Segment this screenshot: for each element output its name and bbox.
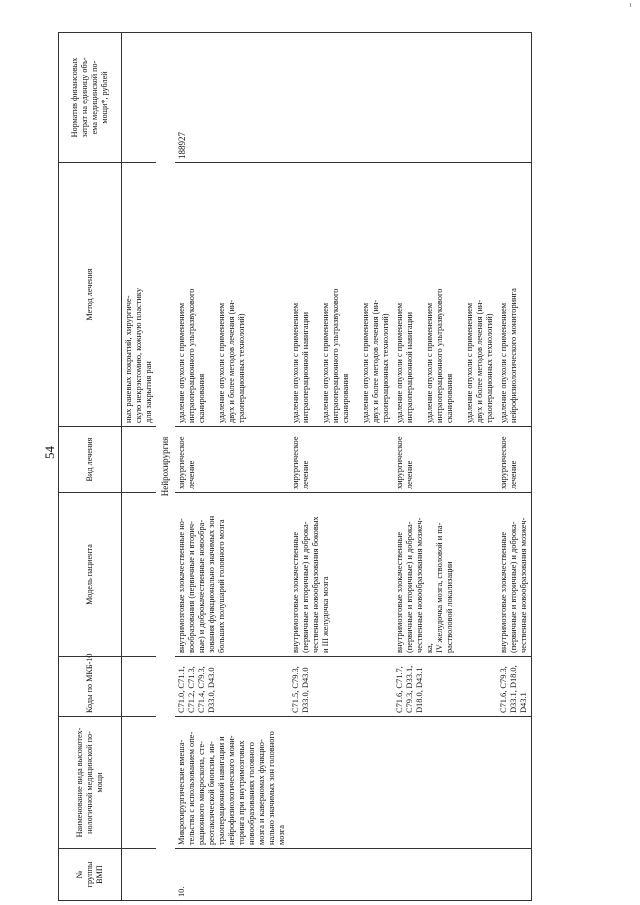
table-row — [497, 33, 532, 901]
method-item: удаление опухоли с применением интраоперационного ультразвукового сканирования — [321, 288, 350, 423]
method-item: удаление опухоли с применением интраоперационной навигации — [395, 302, 414, 423]
patient-model: внутримозговые злокачественные (первичные и вторичные) и доброка- чественные новообразования боковых и III желудочка мозга — [289, 493, 393, 657]
header-cost-norm: Норматив финансовых затрат на единицу объ- ема медицинской по- мощи*, рублей — [59, 33, 122, 163]
icd-codes: C71.0, C71.1, C71.2, C71.3, C71.4, C79.3, D33.0, D43.0 — [175, 657, 289, 717]
header-treatment-method: Метод лечения — [59, 163, 122, 427]
header-group-number: № группы ВМП — [59, 849, 122, 901]
treatment-type: хирургическое лечение — [289, 427, 393, 493]
scan-mark — [630, 3, 631, 7]
icd-codes: C71.5, C79.3, D33.0, D43.0 — [289, 657, 393, 717]
group-name: Микрохирургические вмеша- тельства с использованием опе- рационного микроскопа, сте- реотаксической биопсии, ин- траоперационной навигации и нейрофизиологического мони- торинга при внутримозговых новообразованиях головного мозга и каверномах функцио- нально значимых зон головного мозга — [175, 717, 289, 849]
method-item: удаление опухоли с применением двух и более методов лечения (ин- траоперационных технологий) — [361, 299, 390, 423]
table-row — [175, 33, 289, 901]
method-item: удаление опухоли с применением двух и более методов лечения (ин- траоперационных технологий) — [217, 299, 246, 423]
method-item: удаление опухоли с применением интраоперационного ультразвукового сканирования — [177, 288, 206, 423]
icd-codes: C71.6, C79.3, D33.1, D18.0, D43.1 — [497, 657, 532, 717]
method-item: удаление опухоли с применением интраоперационного ультразвукового сканирования — [425, 288, 454, 423]
page-number: 54 — [42, 446, 57, 459]
treatment-methods — [289, 163, 393, 427]
table-row — [393, 33, 497, 901]
method-item: удаление опухоли с применением нейрофизиологического мониторинга — [499, 288, 518, 423]
continuation-method: ных раневых покрытий, хирургиче- скую некрэктомию, кожную пластику для закрытия ран — [122, 163, 157, 427]
header-vmp-name: Наименование вида высокотех- нологичной медицинской по- мощи — [59, 717, 122, 849]
treatment-type: хирургическое лечение — [175, 427, 289, 493]
group-number: 10. — [175, 849, 289, 901]
vmp-table — [58, 32, 532, 901]
cost-norm: 188927 — [175, 33, 289, 163]
patient-model: внутримозговые злокачественные (первичные и вторичные) и доброка- чественные новообразования мозжеч- ка, IV желудочка мозга, стволовой и па- растволовой локализации — [393, 493, 497, 657]
treatment-methods — [393, 163, 497, 427]
table-row — [289, 33, 393, 901]
header-treatment-type: Вид лечения — [59, 427, 122, 493]
method-item: удаление опухоли с применением интраоперационной навигации — [291, 302, 310, 423]
section-title: Нейрохирургия — [156, 33, 175, 901]
patient-model: внутримозговые злокачественные (первичные и вторичные) и доброка- чественные новообразования мозжеч- — [497, 493, 532, 657]
treatment-type: хирургическое лечение — [497, 427, 532, 493]
icd-codes: C71.6, C71.7, C79.3, D33.1, D18.0, D43.1 — [393, 657, 497, 717]
table-header — [59, 33, 122, 901]
patient-model: внутримозговые злокачественные но- вообразования (первичные и вторич- ные) и доброкачественные новообра- зования функционально значимых зон больших полушарий головного мозга — [175, 493, 289, 657]
section-row — [156, 33, 175, 901]
treatment-methods — [175, 163, 289, 427]
method-item: удаление опухоли с применением двух и более методов лечения (ин- траоперационных технологий) — [465, 299, 494, 423]
table-row-continuation — [122, 33, 157, 901]
header-patient-model: Модель пациента — [59, 493, 122, 657]
header-icd-codes: Коды по МКБ-10 — [59, 657, 122, 717]
treatment-methods — [497, 163, 532, 427]
treatment-type: хирургическое лечение — [393, 427, 497, 493]
